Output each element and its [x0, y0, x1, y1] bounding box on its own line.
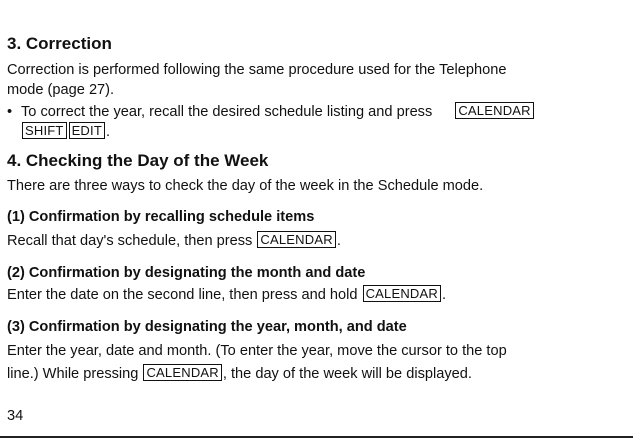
period: . [441, 287, 447, 303]
section-4-intro: There are three ways to check the day of the week in the Schedule mode. [7, 178, 484, 194]
method-1-text [7, 231, 341, 250]
method-2-text [7, 285, 446, 304]
method-3-line-1: Enter the year, date and month. (To enter the year, move the cursor to the top [7, 343, 507, 359]
period: . [105, 124, 111, 140]
method-3-line-2-start: line.) While pressing [7, 366, 139, 382]
section-3-bullet-item [7, 102, 535, 121]
section-3-paragraph-line-2: mode (page 27). [7, 82, 115, 98]
section-4-heading: 4. Checking the Day of the Week [7, 151, 269, 170]
section-3-paragraph-line-1: Correction is performed following the same procedure used for the Telephone [7, 62, 507, 78]
bullet-icon: • [7, 104, 13, 120]
section-3-heading: 3. Correction [7, 34, 112, 53]
method-3-line-2 [7, 364, 472, 383]
calendar-key: CALENDAR [455, 102, 533, 119]
method-1-heading: (1) Confirmation by recalling schedule items [7, 209, 315, 225]
method-2-heading: (2) Confirmation by designating the month and date [7, 265, 366, 281]
shift-key: SHIFT [22, 122, 67, 139]
section-3-bullet-keys [21, 122, 110, 141]
method-2-instruction: Enter the date on the second line, then press and hold [7, 287, 358, 303]
period: . [336, 233, 341, 249]
method-3-line-2-end: , the day of the week will be displayed. [222, 366, 472, 382]
bullet-text: To correct the year, recall the desired schedule listing and press [21, 104, 433, 120]
page-number: 34 [7, 408, 24, 424]
edit-key: EDIT [69, 122, 105, 139]
bottom-rule [0, 436, 633, 438]
calendar-key: CALENDAR [363, 285, 441, 302]
calendar-key: CALENDAR [257, 231, 335, 248]
method-1-instruction: Recall that day's schedule, then press [7, 233, 253, 249]
calendar-key: CALENDAR [143, 364, 221, 381]
method-3-heading: (3) Confirmation by designating the year, month, and date [7, 319, 407, 335]
